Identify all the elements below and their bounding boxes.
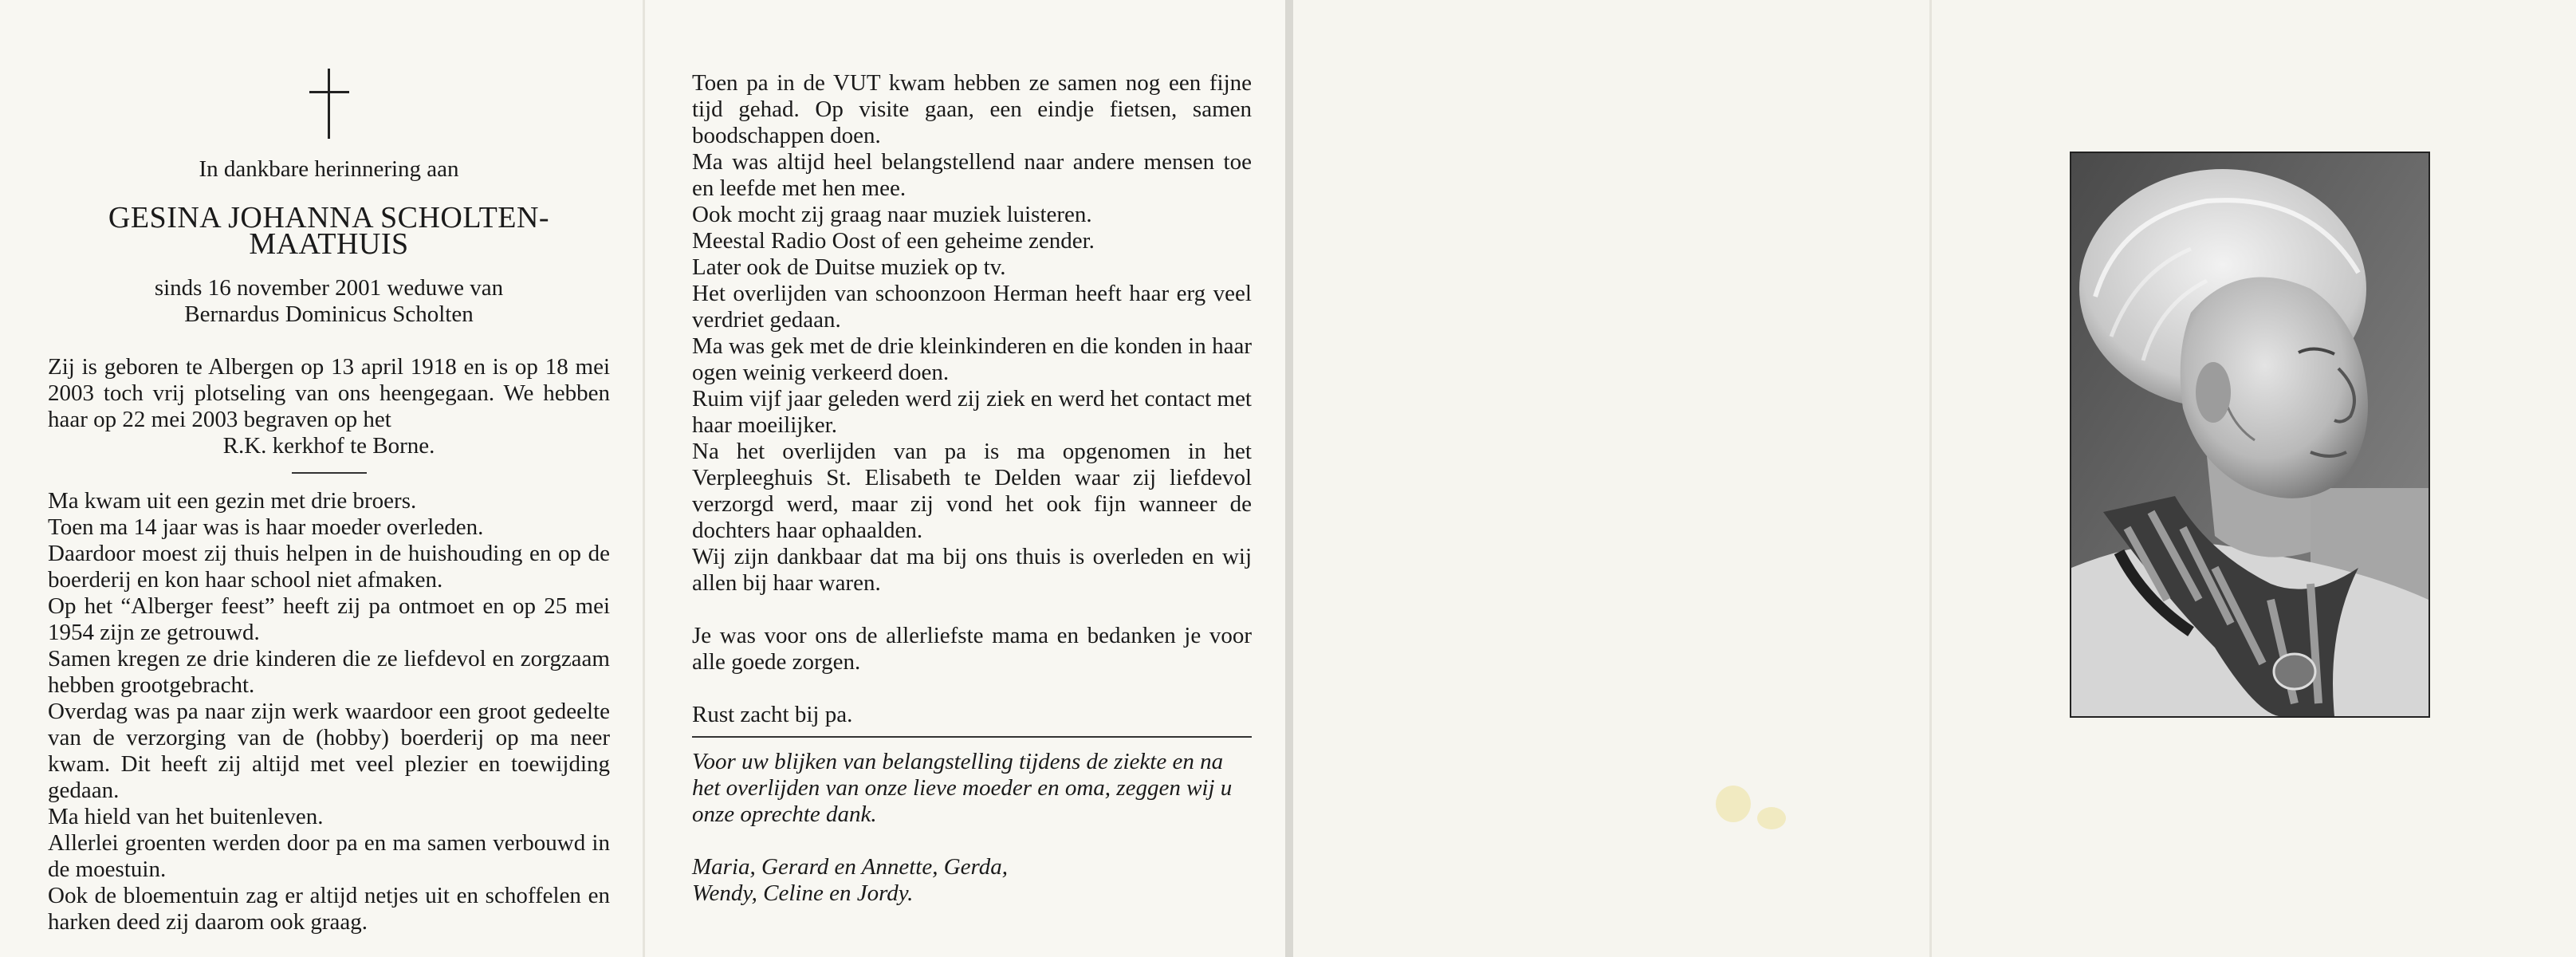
story-paragraph: Het overlijden van schoonzoon Herman heeft haar erg veel verdriet gedaan. xyxy=(692,281,1252,333)
burial-place: R.K. kerkhof te Borne. xyxy=(222,433,435,459)
card-gap xyxy=(1285,0,1293,957)
portrait-photo-icon xyxy=(2070,152,2430,718)
birth-paragraph: Zij is geboren te Albergen op 13 april 1918 en is op 18 mei 2003 toch vrij plotseling van ons heengegaan. We hebben haar op 22 mei 2003 begraven op het xyxy=(48,354,610,432)
paper-stain xyxy=(1716,786,1751,822)
story-paragraph: Op het “Alberger feest” heeft zij pa ontmoet en op 25 mei 1954 zijn ze getrouwd. xyxy=(48,593,610,645)
story-paragraph: Ma kwam uit een gezin met drie broers. xyxy=(48,488,417,514)
story-paragraph: Toen ma 14 jaar was is haar moeder overleden. xyxy=(48,514,484,540)
story-paragraph: Ook mocht zij graag naar muziek luisteren. xyxy=(692,202,1092,227)
paper-stain xyxy=(1757,807,1786,829)
story-paragraph: Toen pa in de VUT kwam hebben ze samen nog een fijne tijd gehad. Op visite gaan, een eindje fietsen, samen boodschappen doen. xyxy=(692,70,1252,148)
farewell-text: Je was voor ons de allerliefste mama en bedanken je voor alle goede zorgen. xyxy=(692,623,1252,675)
card-fold xyxy=(643,0,645,957)
story-paragraph: Meestal Radio Oost of een geheime zender. xyxy=(692,228,1095,254)
story-paragraph: Daardoor moest zij thuis helpen in de huishouding en op de boerderij en kon haar school niet afmaken. xyxy=(48,541,610,593)
card-fold xyxy=(1929,0,1932,957)
signature-line: Wendy, Celine en Jordy. xyxy=(692,880,914,906)
widow-line: Bernardus Dominicus Scholten xyxy=(184,301,474,327)
divider xyxy=(292,472,367,474)
story-paragraph: Samen kregen ze drie kinderen die ze liefdevol en zorgzaam hebben grootgebracht. xyxy=(48,646,610,698)
left-text-column xyxy=(48,69,610,935)
intro-text: In dankbare herinnering aan xyxy=(199,156,459,182)
story-paragraph: Overdag was pa naar zijn werk waardoor een groot gedeelte van de verzorging van de (hobby) boerderij op ma neer kwam. Dit heeft zij altijd met veel plezier en toewijding gedaan. xyxy=(48,699,610,803)
story-paragraph: Ruim vijf jaar geleden werd zij ziek en werd het contact met haar moeilijker. xyxy=(692,386,1252,438)
rest-text: Rust zacht bij pa. xyxy=(692,702,853,727)
story-paragraph: Later ook de Duitse muziek op tv. xyxy=(692,254,1006,280)
cross-icon xyxy=(309,69,349,139)
story-paragraph: Ma was altijd heel belangstellend naar andere mensen toe en leefde met hen mee. xyxy=(692,149,1252,201)
widow-line: sinds 16 november 2001 weduwe van xyxy=(154,275,504,301)
story-paragraph: Ook de bloementuin zag er altijd netjes uit en schoffelen en harken deed zij daarom ook graag. xyxy=(48,883,610,935)
thanks-text: Voor uw blijken van belangstelling tijdens de ziekte en na het overlijden van onze lieve moeder en oma, zeggen wij u onze oprechte dank. xyxy=(692,749,1233,827)
signature-line: Maria, Gerard en Annette, Gerda, xyxy=(692,854,1009,880)
story-paragraph: Na het overlijden van pa is ma opgenomen in het Verpleeghuis St. Elisabeth te Delden waar zij liefdevol verzorgd werd, maar zij vond het ook fijn wanneer de dochters haar ophaalden. xyxy=(692,439,1252,543)
story-paragraph: Wij zijn dankbaar dat ma bij ons thuis is overleden en wij allen bij haar waren. xyxy=(692,544,1252,596)
story-paragraph: Allerlei groenten werden door pa en ma samen verbouwd in de moestuin. xyxy=(48,830,610,882)
divider xyxy=(692,736,1252,738)
story-paragraph: Ma hield van het buitenleven. xyxy=(48,804,324,829)
deceased-name: GESINA JOHANNA SCHOLTEN-MAATHUIS xyxy=(108,201,550,261)
right-text-column xyxy=(692,70,1252,907)
story-paragraph: Ma was gek met de drie kleinkinderen en die konden in haar ogen weinig verkeerd doen. xyxy=(692,333,1252,385)
